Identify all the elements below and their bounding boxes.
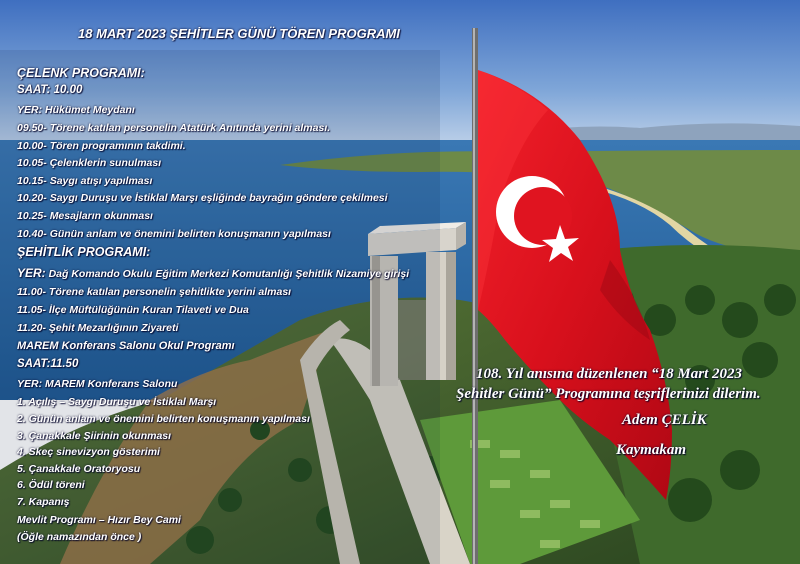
celenk-location: YER: Hükümet Meydanı <box>17 104 135 116</box>
greeting-line: 108. Yıl anısına düzenlenen “18 Mart 2023 <box>476 366 743 382</box>
sehitlik-heading: ŞEHİTLİK PROGRAMI: <box>17 245 151 259</box>
marem-item: 7. Kapanış <box>17 496 70 508</box>
celenk-item: 10.25- Mesajların okunması <box>17 210 153 222</box>
signatory-title: Kaymakam <box>616 442 686 458</box>
celenk-item: 10.20- Saygı Duruşu ve İstiklal Marşı eşliğinde bayrağın göndere çekilmesi <box>17 192 388 204</box>
marem-item: 3. Çanakkale Şiirinin okunması <box>17 430 172 442</box>
mevlit-line: Mevlit Programı – Hızır Bey Cami <box>17 514 181 526</box>
signatory-name: Adem ÇELİK <box>622 412 707 428</box>
marem-location: YER: MAREM Konferans Salonu <box>17 378 178 390</box>
marem-item: 5. Çanakkale Oratoryosu <box>17 463 141 475</box>
mevlit-note: (Öğle namazından önce ) <box>17 531 142 543</box>
sehitlik-location <box>17 266 409 280</box>
celenk-time: SAAT: 10.00 <box>17 84 83 96</box>
marem-time: SAAT:11.50 <box>17 358 79 370</box>
sehitlik-item: 11.00- Törene katılan personelin şehitlikte yerini alması <box>17 286 292 298</box>
celenk-item: 10.15- Saygı atışı yapılması <box>17 175 153 187</box>
page-title: 18 MART 2023 ŞEHİTLER GÜNÜ TÖREN PROGRAMI <box>78 26 400 41</box>
greeting-line: Şehitler Günü” Programına teşriflerinizi dilerim. <box>456 386 761 402</box>
marem-item: 6. Ödül töreni <box>17 479 85 491</box>
marem-item: 2. Günün anlam ve önemini belirten konuşmanın yapılması <box>17 413 310 425</box>
celenk-item: 10.40- Günün anlam ve önemini belirten konuşmanın yapılması <box>17 228 331 240</box>
marem-heading: MAREM Konferans Salonu Okul Programı <box>17 340 235 352</box>
sehitlik-location-text: Dağ Komando Okulu Eğitim Merkezi Komutanlığı Şehitlik Nizamiye girişi <box>45 268 410 280</box>
celenk-item: 09.50- Törene katılan personelin Atatürk Anıtında yerini alması. <box>17 122 331 134</box>
celenk-item: 10.00- Tören programının takdimi. <box>17 140 186 152</box>
sehitlik-item: 11.05- İlçe Müftülüğünün Kuran Tilaveti ve Dua <box>17 304 249 316</box>
marem-item: 4. Skeç sinevizyon gösterimi <box>17 446 160 458</box>
sehitlik-item: 11.20- Şehit Mezarlığının Ziyareti <box>17 322 179 334</box>
sehitlik-location-label: YER: <box>17 266 46 280</box>
celenk-item: 10.05- Çelenklerin sunulması <box>17 157 162 169</box>
marem-item: 1. Açılış – Saygı Duruşu ve İstiklal Marşı <box>17 396 217 408</box>
celenk-heading: ÇELENK PROGRAMI: <box>17 66 145 80</box>
